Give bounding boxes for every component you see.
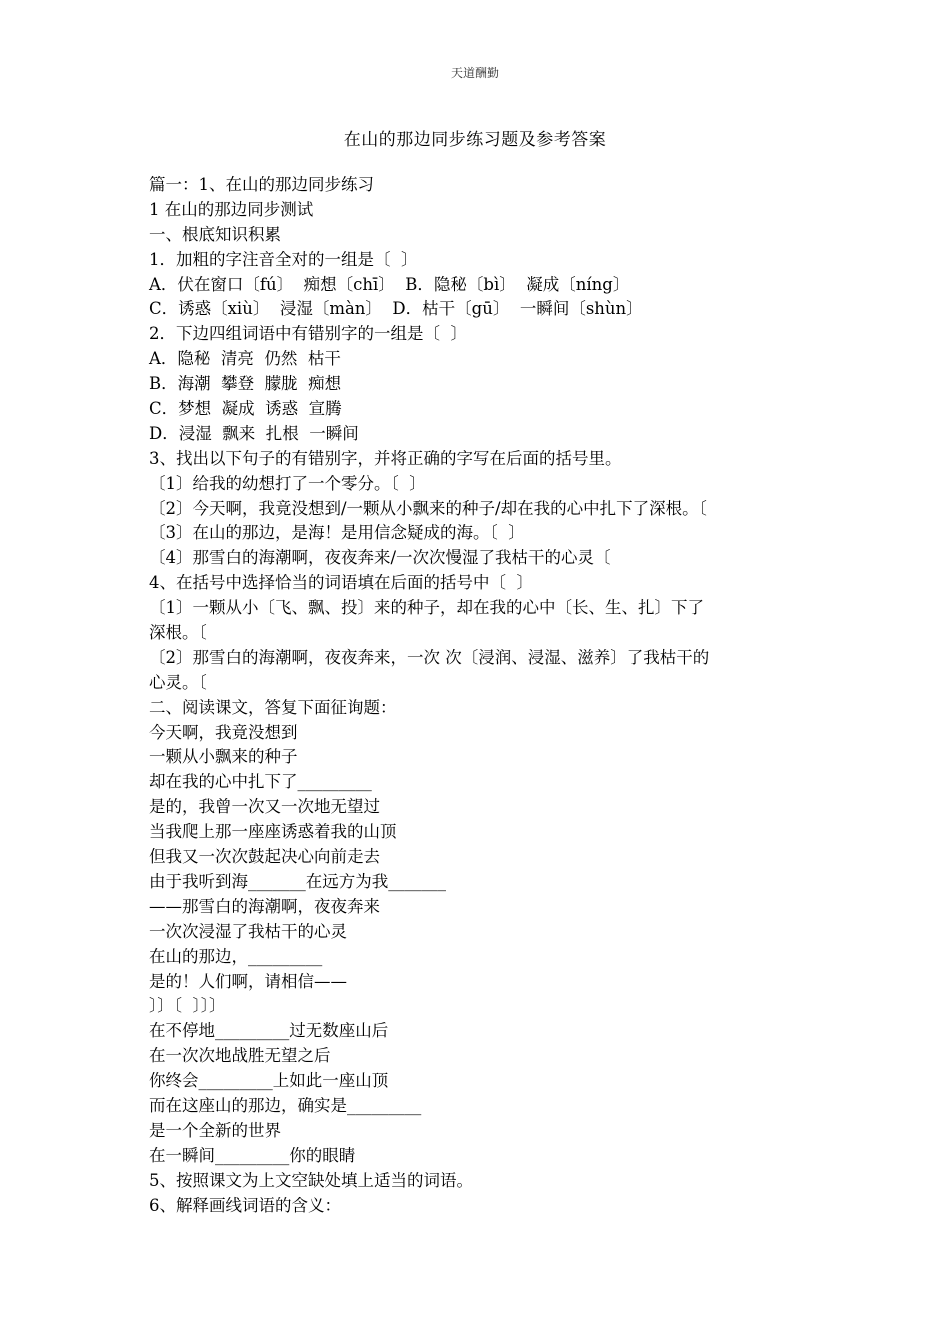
- text-line: 3、找出以下句子的有错别字，并将正确的字写在后面的括号里。: [149, 448, 622, 468]
- text-line: 而在这座山的那边，确实是_________: [149, 1095, 422, 1115]
- text-line: 在不停地_________过无数座山后: [149, 1021, 389, 1041]
- text-line: 1 在山的那边同步测试: [149, 199, 314, 219]
- text-line: 当我爬上那一座座诱惑着我的山顶: [149, 822, 397, 842]
- text-line: 〕〕〔 〕〕〕: [149, 996, 226, 1016]
- text-line: 你终会_________上如此一座山顶: [149, 1071, 389, 1091]
- text-line: 〔1〕一颗从小〔飞、飘、投〕来的种子，却在我的心中〔长、生、扎〕下了: [149, 598, 704, 618]
- text-line: 深根。〔: [149, 623, 207, 643]
- text-line: 〔1〕给我的幼想打了一个零分。〔 〕: [149, 473, 426, 493]
- text-line: B．海潮 攀登 朦胧 痴想: [149, 374, 342, 394]
- text-line: 是一个全新的世界: [149, 1120, 281, 1140]
- text-line: 在一瞬间_________你的眼睛: [149, 1145, 356, 1165]
- text-line: 一、根底知识积累: [149, 224, 281, 244]
- text-line: 心灵。〔: [149, 672, 207, 692]
- text-line: ——那雪白的海潮啊，夜夜奔来: [149, 896, 380, 916]
- text-line: C．梦想 凝成 诱惑 宣腾: [149, 399, 342, 419]
- text-line: 〔2〕那雪白的海潮啊，夜夜奔来，一次 次〔浸润、浸湿、滋养〕了我枯干的: [149, 647, 710, 667]
- text-line: C．诱惑〔xiù〕 浸湿〔màn〕 D．枯干〔gū〕 一瞬间〔shùn〕: [149, 299, 643, 319]
- text-line: A．隐秘 清亮 仍然 枯干: [149, 349, 341, 369]
- text-line: 4、在括号中选择恰当的词语填在后面的括号中〔 〕: [149, 573, 533, 593]
- page-header: 天道酬勤: [450, 66, 499, 80]
- text-line: 一颗从小飘来的种子: [149, 747, 298, 767]
- text-line: 1．加粗的字注音全对的一组是〔 〕: [149, 249, 418, 269]
- text-line: 是的！人们啊，请相信——: [149, 971, 347, 991]
- text-line: 却在我的心中扎下了_________: [149, 772, 372, 792]
- text-line: 〔4〕那雪白的海潮啊，夜夜奔来/一次次慢湿了我枯干的心灵〔: [149, 548, 611, 568]
- text-line: 5、按照课文为上文空缺处填上适当的词语。: [149, 1170, 473, 1190]
- text-line: 是的，我曾一次又一次地无望过: [149, 797, 380, 817]
- text-line: 篇一：1、在山的那边同步练习: [149, 175, 374, 194]
- text-line: 但我又一次次鼓起决心向前走去: [149, 847, 380, 867]
- document-body: [149, 173, 809, 1218]
- text-line: 今天啊，我竟没想到: [149, 722, 298, 742]
- text-line: D．浸湿 飘来 扎根 一瞬间: [149, 423, 359, 443]
- text-line: A．伏在窗口〔fú〕 痴想〔chī〕 B．隐秘〔bì〕 凝成〔níng〕: [149, 274, 630, 294]
- text-line: 一次次浸湿了我枯干的心灵: [149, 921, 347, 941]
- text-line: 〔2〕今天啊，我竟没想到/一颗从小飘来的种子/却在我的心中扎下了深根。〔: [149, 498, 707, 518]
- text-line: 2．下边四组词语中有错别字的一组是〔 〕: [149, 324, 467, 344]
- text-line: 由于我听到海_______在远方为我_______: [149, 871, 446, 891]
- text-line: 二、阅读课文，答复下面征询题：: [149, 697, 397, 717]
- text-line: 在山的那边，_________: [149, 946, 323, 966]
- text-line: 6、解释画线词语的含义：: [149, 1195, 341, 1215]
- document-title: 在山的那边同步练习题及参考答案: [343, 130, 607, 150]
- text-line: 在一次次地战胜无望之后: [149, 1046, 331, 1066]
- text-line: 〔3〕在山的那边，是海！是用信念疑成的海。〔 〕: [149, 523, 525, 543]
